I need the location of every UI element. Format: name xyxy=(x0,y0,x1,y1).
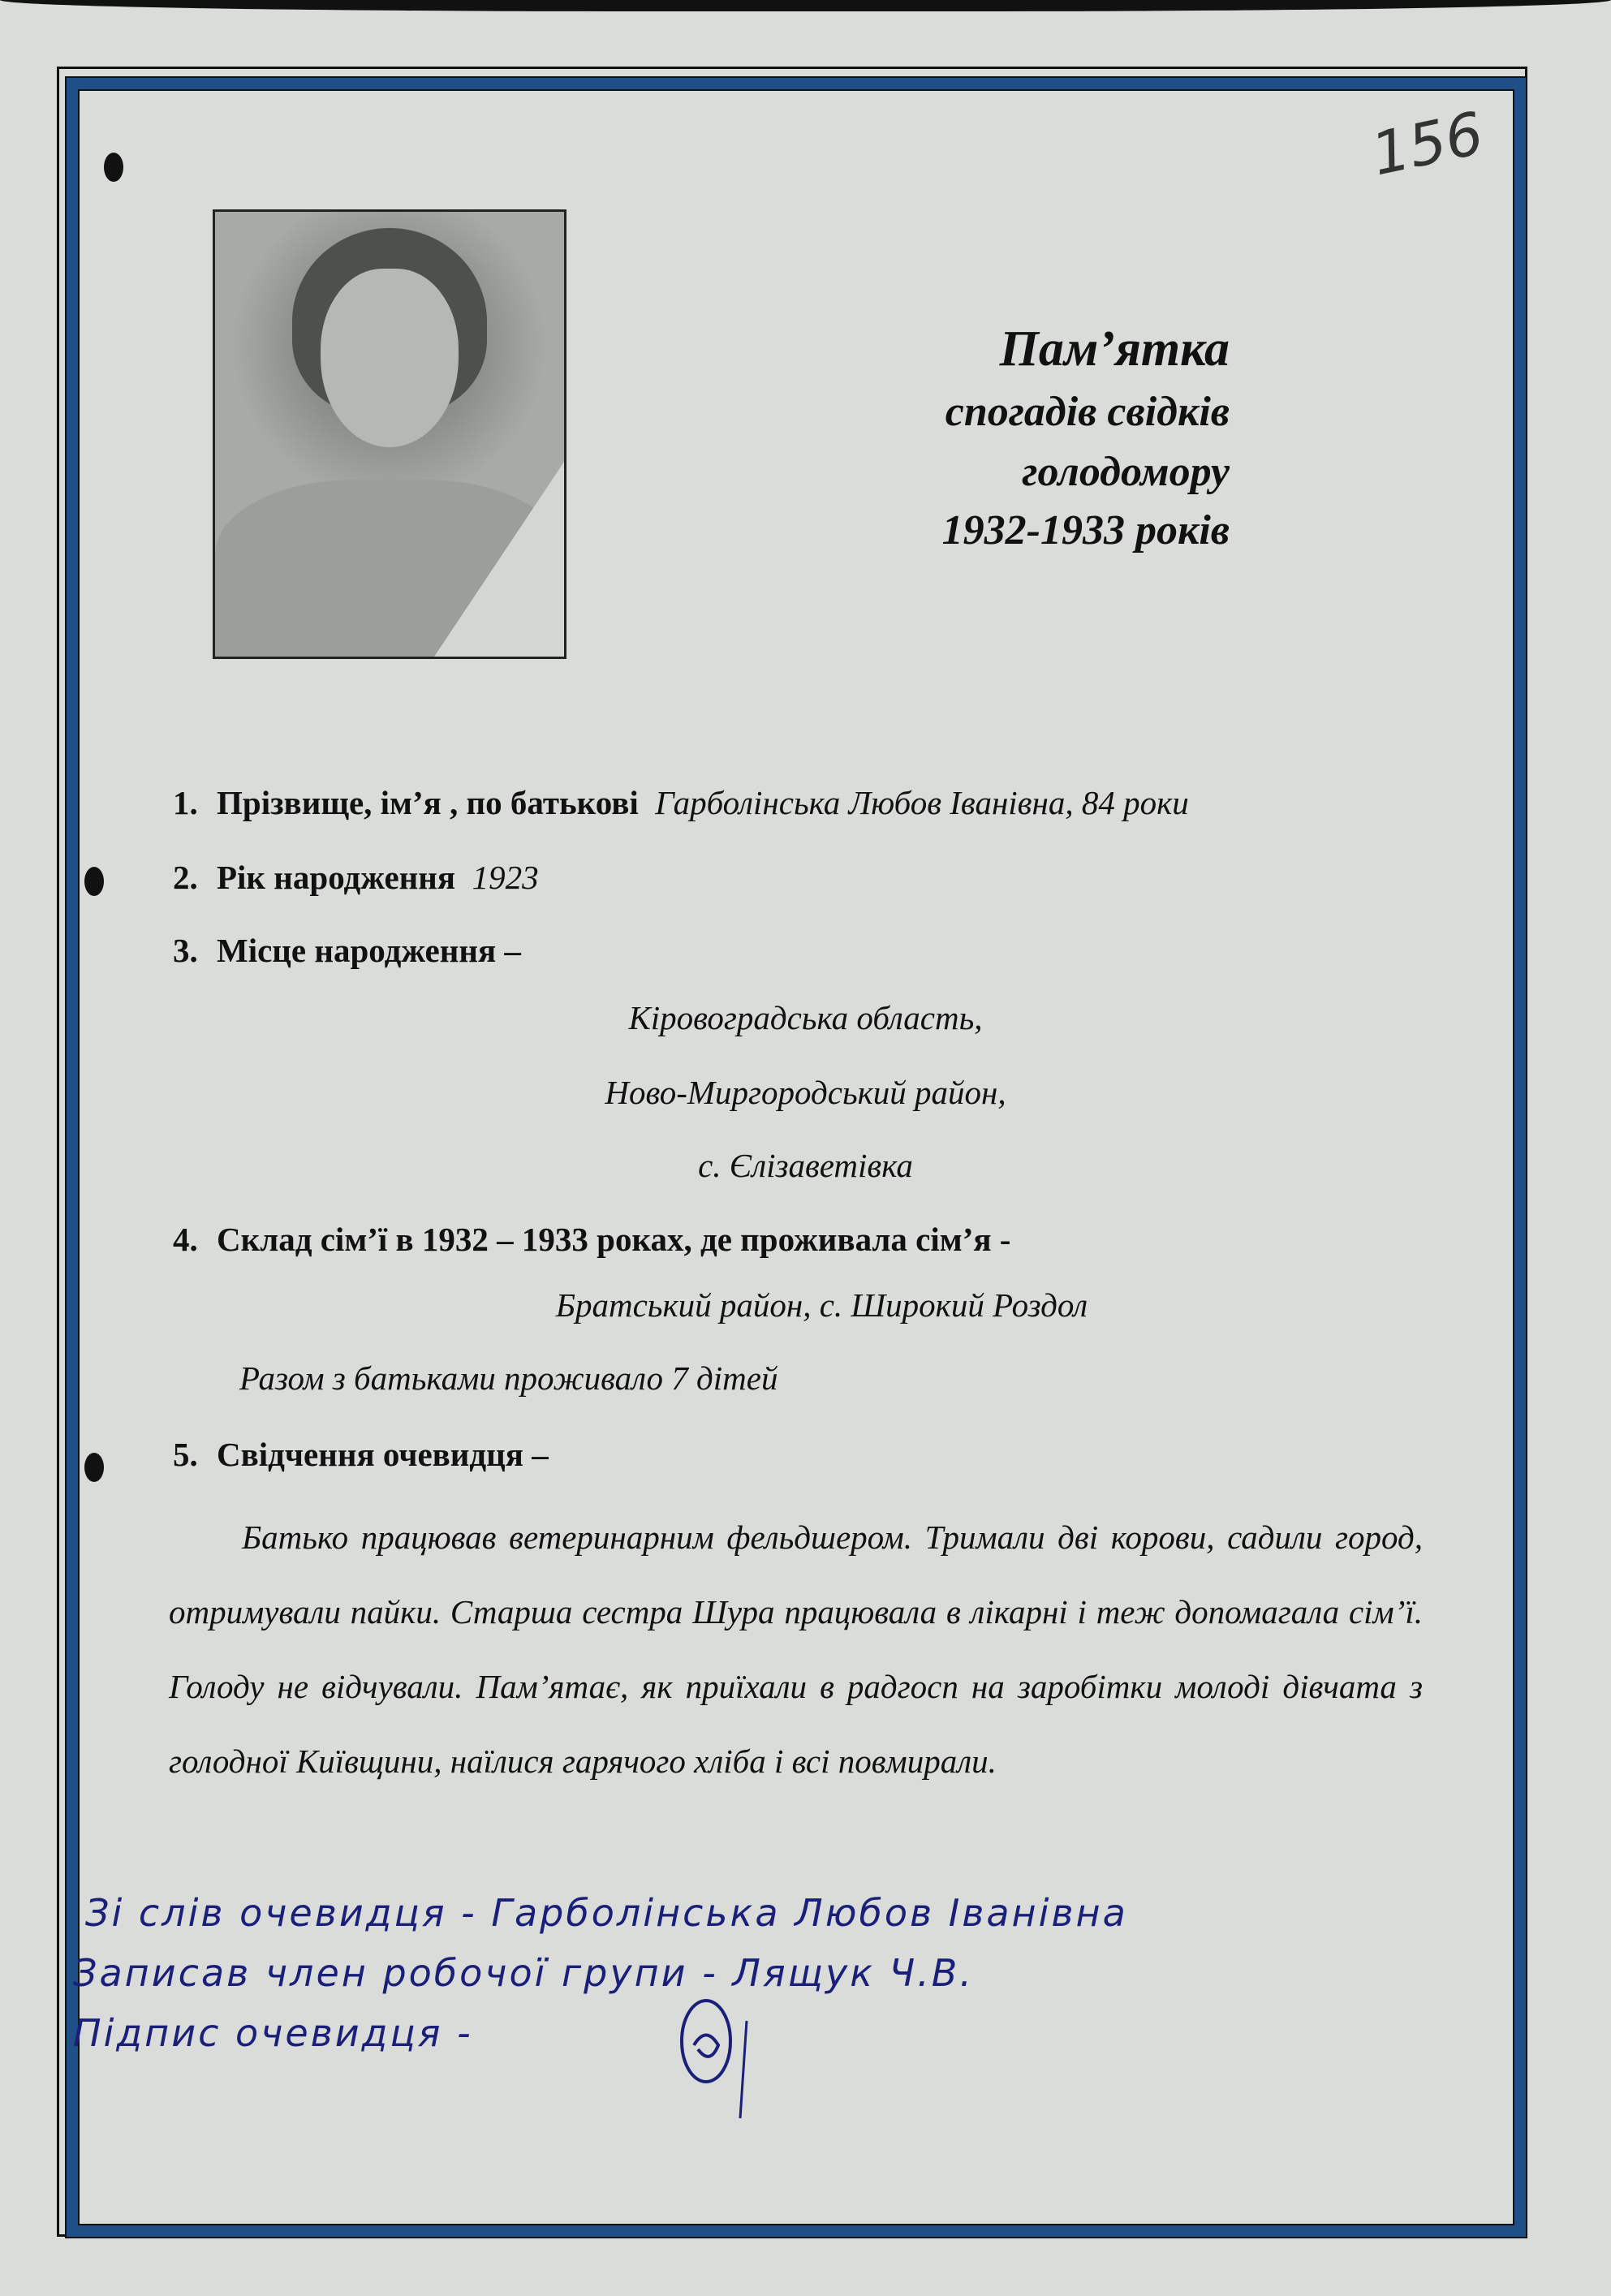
doc-subtitle: голодомору xyxy=(1022,449,1230,495)
birthplace-line: с. Єлізаветівка xyxy=(698,1147,913,1184)
scan-edge xyxy=(0,0,1611,11)
item-number: 1. xyxy=(173,784,198,821)
punch-hole xyxy=(84,1453,104,1482)
doc-subtitle: 1932-1933 років xyxy=(941,507,1230,554)
item-number: 3. xyxy=(173,932,198,969)
item-number: 5. xyxy=(173,1436,198,1473)
field-label: Рік народження xyxy=(217,859,456,896)
item-name xyxy=(217,783,1189,822)
birthplace-line: Ново-Миргородський район, xyxy=(605,1074,1006,1111)
field-value: Гарболінська Любов Іванівна, 84 роки xyxy=(655,784,1189,821)
handwritten-note: Записав член робочої групи - Лящук Ч.В. xyxy=(73,1951,974,1995)
doc-title: Пам’ятка xyxy=(999,321,1230,377)
item-birth-year xyxy=(217,858,539,897)
item-number: 4. xyxy=(173,1221,198,1258)
testimony-text: Батько працював ветеринарним фельдшером. Тримали дві корови, садили город, отримували пайки. Старша сестра Шура працювала в лікарні і теж допомагала сім’ї. Голоду не відчували. Пам’ятає, як приїхали в радгосп на заробітки молоді дівчата з голодної Київщини, наїлися гарячого хліба і всі повмирали. xyxy=(169,1518,1423,1780)
handwritten-note: Зі слів очевидця - Гарболінська Любов Іванівна xyxy=(85,1891,1128,1935)
witness-photo xyxy=(213,209,566,659)
field-label: Прізвище, ім’я , по батькові xyxy=(217,784,639,821)
field-label: Склад сім’ї в 1932 – 1933 роках, де проживала сім’я - xyxy=(217,1221,1011,1258)
item-number: 2. xyxy=(173,859,198,896)
doc-subtitle: спогадів свідків xyxy=(945,389,1230,435)
handwritten-note: Підпис очевидця - xyxy=(73,2011,473,2055)
family-size: Разом з батьками проживало 7 дітей xyxy=(239,1359,778,1397)
birthplace-line: Кіровоградська область, xyxy=(628,999,983,1036)
punch-hole xyxy=(84,867,104,896)
witness-signature xyxy=(666,1980,795,2126)
field-value: 1923 xyxy=(472,859,539,896)
field-label: Місце народження – xyxy=(217,932,521,969)
field-label: Свідчення очевидця – xyxy=(217,1436,549,1473)
family-residence: Братський район, с. Широкий Роздол xyxy=(555,1286,1088,1324)
punch-hole xyxy=(104,153,123,182)
page-number: 156 xyxy=(1365,98,1489,189)
